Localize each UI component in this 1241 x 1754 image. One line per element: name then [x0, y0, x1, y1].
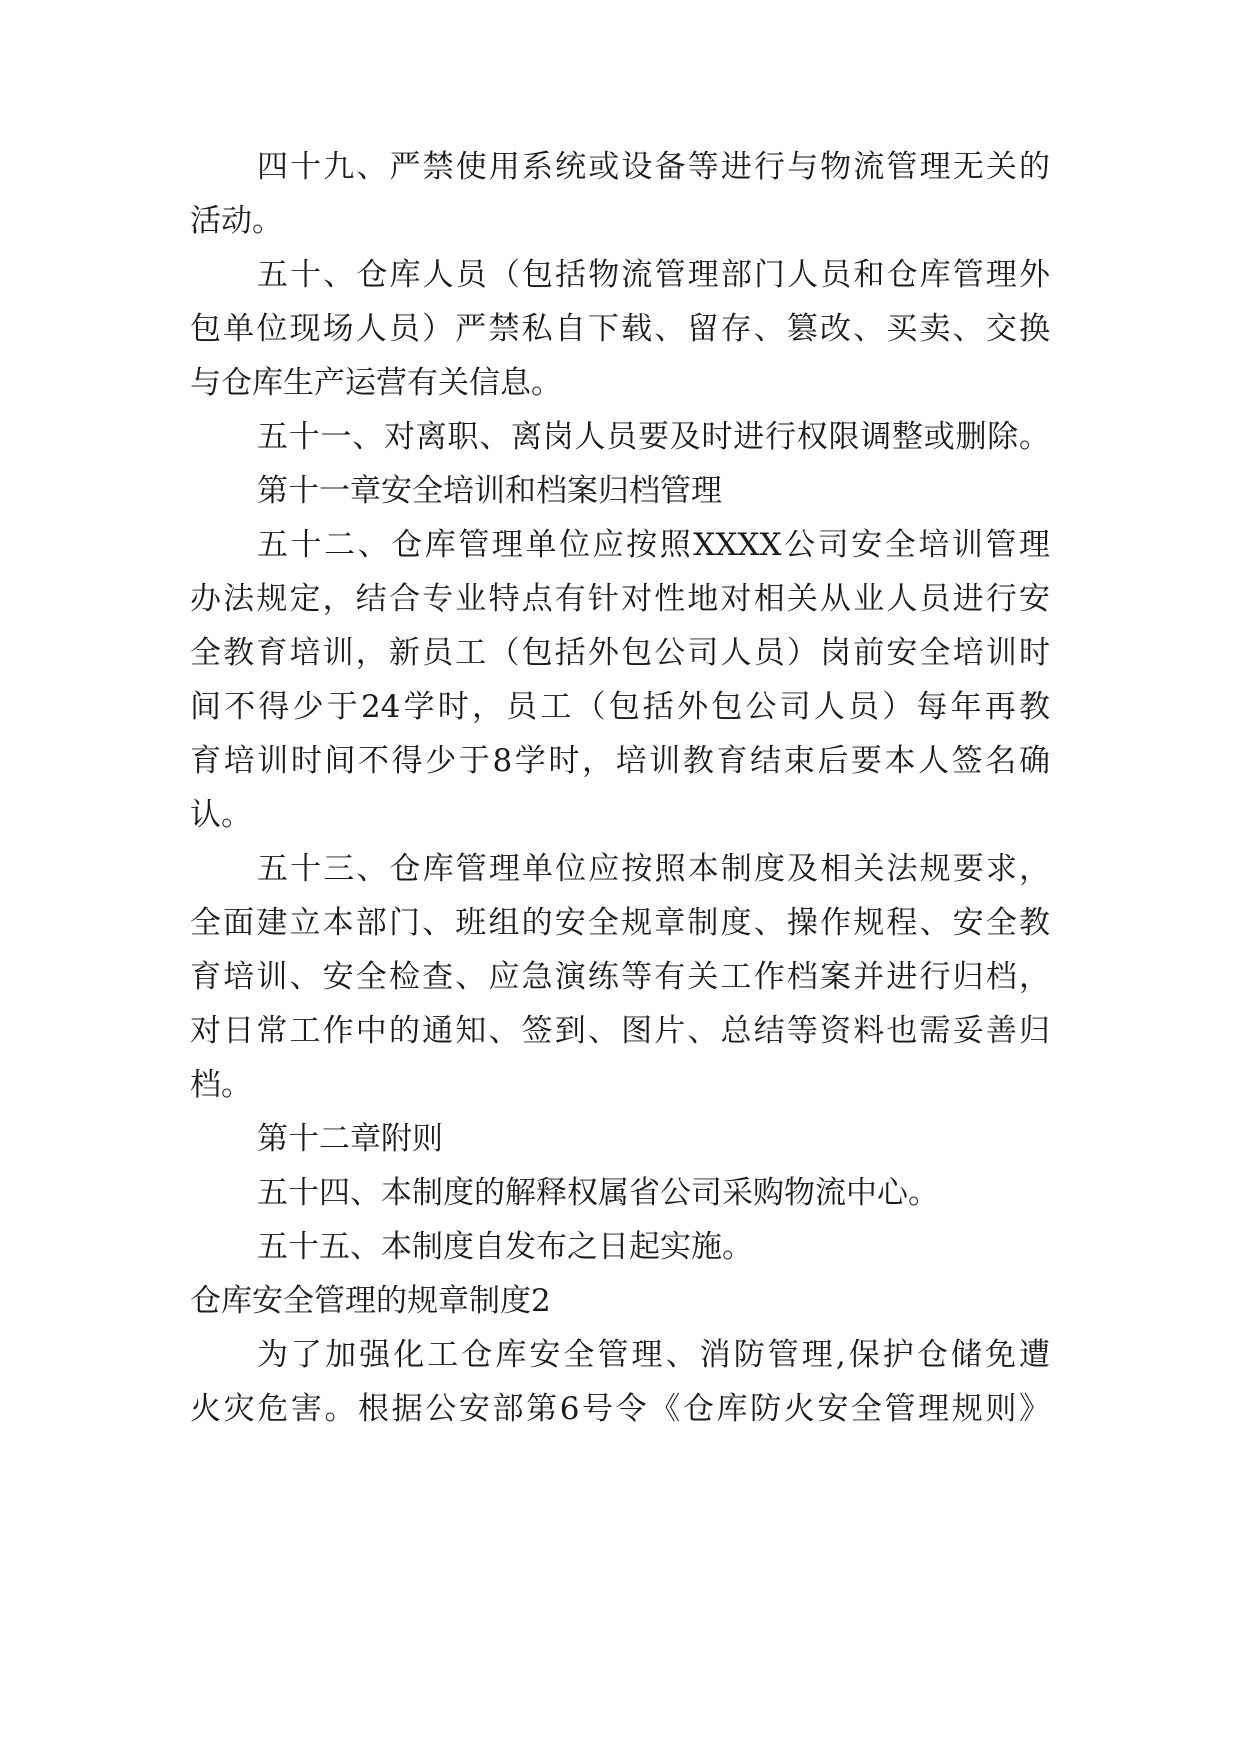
text-line: 五十、仓库人员（包括物流管理部门人员和仓库管理外 [257, 257, 1050, 293]
text-line: 认。 [190, 797, 252, 833]
text-line: 档。 [190, 1067, 252, 1103]
text-line: 活动。 [190, 203, 283, 239]
text-line: 办法规定，结合专业特点有针对性地对相关从业人员进行安 [190, 581, 1050, 617]
text-line: 火灾危害。根据公安部第6号令《仓库防火安全管理规则》 [190, 1391, 1050, 1427]
text-line: 五十三、仓库管理单位应按照本制度及相关法规要求， [257, 851, 1050, 887]
text-line: 为了加强化工仓库安全管理、消防管理,保护仓储免遭 [257, 1337, 1050, 1373]
text-line: 五十一、对离职、离岗人员要及时进行权限调整或删除。 [257, 419, 1050, 455]
text-line: 五十二、仓库管理单位应按照XXXX公司安全培训管理 [257, 527, 1050, 563]
chapter-heading: 第十二章附则 [257, 1121, 443, 1157]
chapter-heading: 第十一章安全培训和档案归档管理 [257, 473, 722, 509]
text-line: 全面建立本部门、班组的安全规章制度、操作规程、安全教 [190, 905, 1050, 941]
text-line: 五十四、本制度的解释权属省公司采购物流中心。 [257, 1175, 939, 1211]
text-line: 与仓库生产运营有关信息。 [190, 365, 562, 401]
text-line: 育培训时间不得少于8学时，培训教育结束后要本人签名确 [190, 743, 1050, 779]
text-line: 育培训、安全检查、应急演练等有关工作档案并进行归档， [190, 959, 1050, 995]
text-line: 对日常工作中的通知、签到、图片、总结等资料也需妥善归 [190, 1013, 1050, 1049]
text-line: 包单位现场人员）严禁私自下载、留存、篡改、买卖、交换 [190, 311, 1050, 347]
section-title: 仓库安全管理的规章制度2 [190, 1283, 551, 1319]
text-line: 全教育培训，新员工（包括外包公司人员）岗前安全培训时 [190, 635, 1050, 671]
text-line: 四十九、严禁使用系统或设备等进行与物流管理无关的 [257, 149, 1050, 185]
text-line: 间不得少于24学时，员工（包括外包公司人员）每年再教 [190, 689, 1050, 725]
text-line: 五十五、本制度自发布之日起实施。 [257, 1229, 753, 1265]
